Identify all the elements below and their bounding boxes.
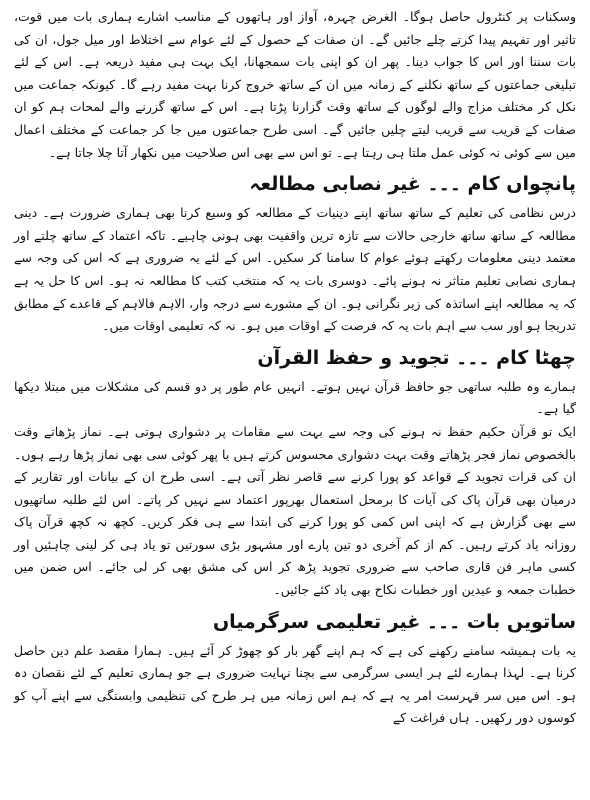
sixth-task-paragraph-2: ایک تو قرآن حکیم حفظ نہ ہونے کی وجہ سے بہت سے مقامات پر دشواری ہوتی ہے۔ نماز پڑھاتے وقت بالخصوص نماز فجر پڑھاتے وقت بہت دشواری محسوس کرتے ہیں یا پھر کوئی سی بھی نماز پڑھا رہے ہوں۔ ان کی قرات تجوید کے قواعد کو پورا کرنے سے قاصر نظر آتی ہے۔ اسی طرح ان کے بیانات اور تقاریر کے درمیان بھی قرآن پاک کی آیات کا برمحل استعمال بھرپور اعتماد سے نہیں کر پاتے۔ اس لئے طلبہ ساتھیوں سے بھی گزارش ہے کہ اپنی اس کمی کو پورا کرنے کی ابتدا سے ہی فکر کریں۔ کچھ نہ کچھ قرآن پاک روزانہ یاد کرتے رہیں۔ کم از کم آخری دو تین پارے اور مشہور بڑی سورتیں تو یاد ہی کر لینی چاہئیں اور کسی ماہر فن قاری صاحب سے ضروری تجوید پڑھ کر اس کی مشق بھی کر لی جائے۔ اس ضمن میں خطبات جمعہ و عیدین اور خطبات نکاح بھی یاد کئے جائیں۔	[14, 423, 576, 598]
seventh-point-paragraph: یہ بات ہمیشہ سامنے رکھنے کی ہے کہ ہم اپنے گھر بار کو چھوڑ کر آئے ہیں۔ ہمارا مقصد علم دین حاصل کرنا ہے۔ لہذا ہمارے لئے ہر ایسی سرگرمی سے بچنا نہایت ضروری ہے جو ہماری تعلیم کے لئے نقصان دہ ہو۔ اس میں سر فہرست امر یہ ہے کہ ہم اس زمانہ میں ہر طرح کی تنظیمی وابستگی سے اپنے آپ کو کوسوں دور رکھیں۔ ہاں فراغت کے	[14, 642, 576, 726]
sixth-task-paragraph-1: ہمارے وہ طلبہ ساتھی جو حافظ قرآن نہیں ہوتے۔ انہیں عام طور پر دو قسم کی مشکلات میں مبتلا دیکھا گیا ہے۔	[14, 378, 576, 417]
fifth-task-paragraph: درس نظامی کی تعلیم کے ساتھ ساتھ اپنے دینیات کے مطالعہ کو وسیع کرنا بھی ہماری ضرورت ہے۔ دینی مطالعہ کے ساتھ ساتھ خارجی حالات سے تازہ ترین واقفیت بھی ہونی چاہیے۔ تاکہ اعتماد کے ساتھ چلتے اور معتمد دینی معلومات رکھتے ہوئے عوام کا سامنا کر سکیں۔ اس کے لئے یہ ضروری ہے کہ اس کی وجہ سے ہماری نصابی تعلیم متاثر نہ ہونے پائے۔ دوسری بات یہ کہ منتخب کتب کا مطالعہ نہ ہو۔ اس کا حل یہ ہے کہ یہ مطالعہ اپنے اساتذہ کی زیر نگرانی ہو۔ ان کے مشورے سے درجہ وار، الاہم فالاہم کے قاعدے کے مطابق تدریجا ہو اور سب سے اہم بات یہ کہ فرصت کے اوقات میں ہو۔ نہ کہ تعلیمی اوقات میں۔	[14, 205, 576, 334]
section-heading-sixth-task: چھٹا کام ۔۔۔ تجوید و حفظ القرآن	[257, 346, 576, 369]
section-heading-seventh-point: ساتویں بات ۔۔۔ غیر تعلیمی سرگرمیاں	[212, 610, 576, 633]
section-heading-fifth-task: پانچواں کام ۔۔۔ غیر نصابی مطالعہ	[249, 173, 576, 196]
intro-paragraph: وسکنات پر کنٹرول حاصل ہوگا۔ الغرض چہرہ، آواز اور ہاتھوں کے مناسب اشارے ہماری بات میں قوت، تاثیر اور تفہیم پیدا کرتے چلے جائیں گے۔ ان صفات کے حصول کے لئے عوام سے اختلاط اور میل جول، ان کی بات سننا اور اس کا جواب دینا۔ پھر ان کو اپنی بات سمجھانا، ایک بہت ہی مفید ذریعہ ہے۔ اس کے لئے تبلیغی جماعتوں کے ساتھ نکلنے کے زمانہ میں ان کے ساتھ خروج کرنا بہت مفید رہے گا۔ کیونکہ جماعت میں نکل کر مختلف مزاج والے لوگوں کے ساتھ وقت گزارنا پڑتا ہے۔ اس کے ساتھ گزرنے والے لمحات ہم کو ان صفات کے قریب سے قریب لیتے چلیں جائیں گے۔ اسی طرح جماعتوں میں جا کر جماعت کے مختلف اعمال میں سے کوئی نہ کوئی عمل ملتا ہی رہتا ہے۔ تو اس سے بھی اس صلاحیت میں نکھار آتا چلا جاتا ہے۔	[14, 9, 576, 160]
